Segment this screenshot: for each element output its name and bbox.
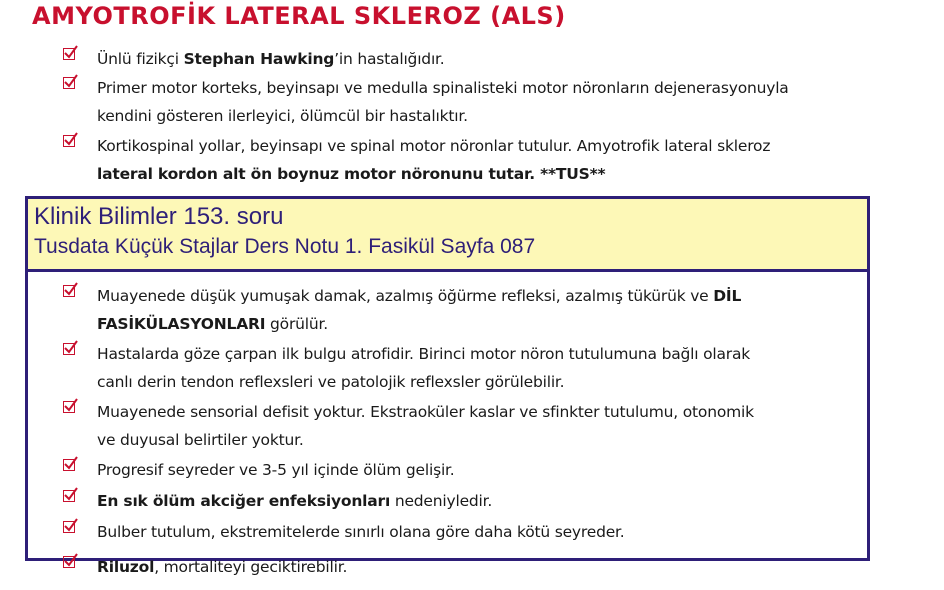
item-bold-text: FASİKÜLASYONLARI [97, 315, 266, 333]
item-text: Hastalarda göze çarpan ilk bulgu atrofidir. Birinci motor nöron tutulumuna bağlı olarak [97, 345, 751, 363]
list-item [63, 487, 923, 515]
item-bold-text: Stephan Hawking [183, 50, 335, 68]
list-item [63, 74, 923, 130]
item-text: Bulber tutulum, ekstremitelerde sınırlı olana göre daha kötü seyreder. [97, 523, 625, 541]
checkbox-checked-icon [63, 401, 75, 413]
checkbox-checked-icon [63, 135, 75, 147]
list-item [63, 282, 923, 338]
list-item [63, 340, 923, 396]
item-bold-text: Riluzol [97, 558, 155, 576]
checkbox-checked-icon [63, 48, 75, 60]
item-text: Primer motor korteks, beyinsapı ve medulla spinalisteki motor nöronların dejenerasyonuyla [97, 79, 789, 97]
item-text: , mortaliteyi geciktirebilir. [154, 558, 348, 576]
item-text: ’in hastalığıdır. [334, 50, 445, 68]
page-title: AMYOTROFİK LATERAL SKLEROZ (ALS) [32, 2, 566, 30]
item-text: Progresif seyreder ve 3-5 yıl içinde ölüm gelişir. [97, 461, 455, 479]
list-item [63, 518, 923, 546]
item-bold-text: En sık ölüm akciğer enfeksiyonları [97, 492, 391, 510]
checkbox-checked-icon [63, 459, 75, 471]
item-text: görülür. [265, 315, 328, 333]
list-item [63, 456, 923, 484]
item-text: nedeniyledir. [390, 492, 493, 510]
source-box-title: Klinik Bilimler 153. soru [34, 203, 284, 230]
checkbox-checked-icon [63, 343, 75, 355]
item-bold-text: DİL [713, 287, 742, 305]
list-item [63, 398, 923, 454]
item-text: Ünlü fizikçi [97, 50, 184, 68]
list-item [63, 553, 923, 581]
item-text: Kortikospinal yollar, beyinsapı ve spinal motor nöronlar tutulur. Amyotrofik lateral skleroz [97, 137, 771, 155]
checkbox-checked-icon [63, 285, 75, 297]
checkbox-checked-icon [63, 556, 75, 568]
checkbox-checked-icon [63, 490, 75, 502]
list-item [63, 45, 923, 73]
checkbox-checked-icon [63, 521, 75, 533]
checkbox-checked-icon [63, 77, 75, 89]
item-text: Muayenede düşük yumuşak damak, azalmış öğürme refleksi, azalmış tükürük ve [97, 287, 714, 305]
item-text: kendini gösteren ilerleyici, ölümcül bir hastalıktır. [97, 107, 468, 125]
item-text: Muayenede sensorial defisit yoktur. Ekstraoküler kaslar ve sfinkter tutulumu, otonomik [97, 403, 754, 421]
item-text: ve duyusal belirtiler yoktur. [97, 431, 304, 449]
list-item [63, 132, 923, 188]
item-text: canlı derin tendon reflexsleri ve patolojik reflexsler görülebilir. [97, 373, 565, 391]
source-box-header [28, 199, 867, 272]
source-box-subtitle: Tusdata Küçük Stajlar Ders Notu 1. Fasikül Sayfa 087 [34, 235, 536, 258]
item-bold-text: lateral kordon alt ön boynuz motor nöronunu tutar. **TUS** [97, 165, 606, 183]
